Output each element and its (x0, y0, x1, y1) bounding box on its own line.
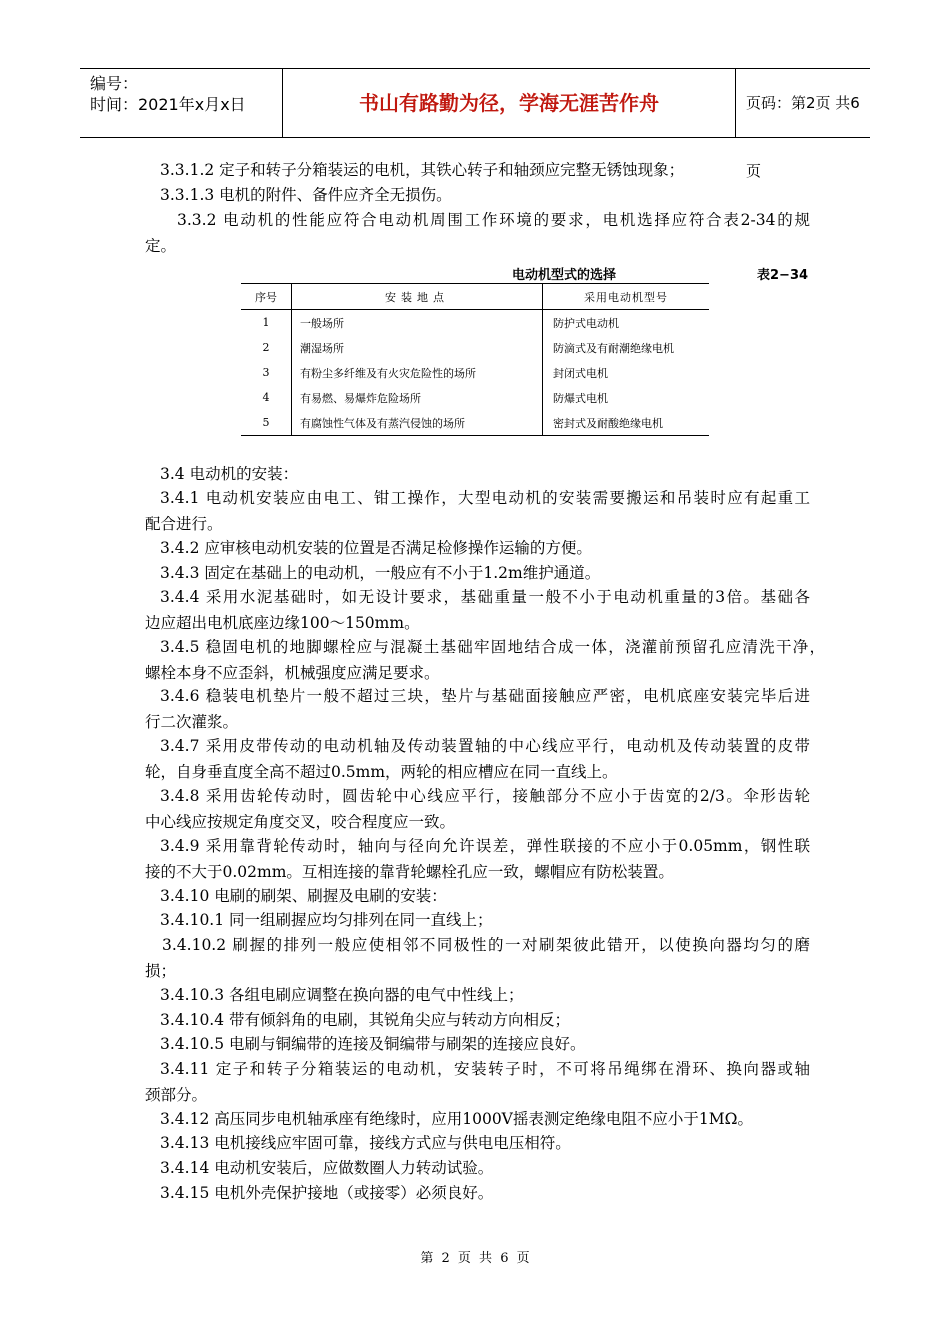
paragraph-3-4-10-5: 3.4.10.5 电刷与铜编带的连接及铜编带与刷架的连接应良好。 (160, 1035, 586, 1053)
paragraph-line: 3.4.8 采用齿轮传动时，圆齿轮中心线应平行，接触部分不应小于齿宽的2/3。伞形齿轮 (160, 787, 810, 805)
section-3-4-title: 3.4 电动机的安装： (160, 465, 299, 483)
paragraph-3-4-10-3: 3.4.10.3 各组电刷应调整在换向器的电气中性线上； (160, 986, 524, 1004)
paragraph-3-4-7 (145, 734, 810, 785)
paragraph-3-4-11 (145, 1057, 810, 1108)
table-cell-motor-type: 封闭式电机 (543, 360, 710, 385)
paragraph-line: 3.3.2 电动机的性能应符合电动机周围工作环境的要求，电机选择应符合表2-34的规 (177, 211, 810, 229)
table-row (241, 410, 709, 436)
paragraph-line: 接的不大于0.02mm。互相连接的靠背轮螺栓孔应一致，螺帽应有防松装置。 (145, 862, 674, 881)
paragraph-3-4-14: 3.4.14 电动机安装后，应做数圈人力转动试验。 (160, 1159, 494, 1177)
paragraph-line: 螺栓本身不应歪斜，机械强度应满足要求。 (145, 663, 440, 682)
table-header-row (241, 284, 709, 310)
paragraph-3-4-13: 3.4.13 电机接线应牢固可靠，接线方式应与供电电压相符。 (160, 1134, 571, 1152)
table-row (241, 335, 709, 360)
table-row (241, 360, 709, 385)
paragraph-line: 3.4.11 定子和转子分箱装运的电动机，安装转子时，不可将吊绳绑在滑环、换向器或轴 (160, 1060, 810, 1078)
table-cell-motor-type: 防爆式电机 (543, 385, 710, 410)
table-row (241, 310, 709, 336)
table-cell-motor-type: 密封式及耐酸绝缘电机 (543, 410, 710, 436)
table-cell-index: 4 (262, 391, 270, 404)
paragraph-3-4-10-1: 3.4.10.1 同一组刷握应均匀排列在同一直线上； (160, 911, 493, 929)
table-row (241, 385, 709, 410)
column-header-index: 序号 (241, 284, 292, 310)
header-meta (80, 69, 283, 137)
paragraph-3-4-15: 3.4.15 电机外壳保护接地（或接零）必须良好。 (160, 1184, 494, 1202)
document-time-label: 时间：2021年x月x日 (90, 95, 246, 114)
table-cell-index: 3 (262, 366, 270, 379)
paragraph-3-4-10-2 (145, 933, 810, 984)
paragraph-3-4-10-4: 3.4.10.4 带有倾斜角的电刷，其锐角尖应与转动方向相反； (160, 1011, 571, 1029)
paragraph-3-4-1 (145, 486, 810, 537)
paragraph-3-4-9 (145, 834, 810, 885)
paragraph-3-4-3: 3.4.3 固定在基础上的电动机，一般应有不小于1.2m维护通道。 (160, 564, 601, 582)
paragraph-line: 3.4.10.2 刷握的排列一般应使相邻不同极性的一对刷架彼此错开，以使换向器均匀的磨 (162, 936, 810, 954)
document-number-label: 编号： (90, 74, 139, 93)
paragraph-line: 3.4.4 采用水泥基础时，如无设计要求，基础重量一般不小于电动机重量的3倍。基础各 (160, 588, 810, 606)
column-header-location: 安装地点 (292, 284, 543, 310)
paragraph-line: 边应超出电机底座边缘100～150mm。 (145, 613, 420, 632)
table-cell-location: 潮湿场所 (292, 335, 543, 360)
table-cell-index: 5 (241, 410, 292, 436)
table-title: 电动机型式的选择 (512, 268, 617, 283)
paragraph-3-4-2: 3.4.2 应审核电动机安装的位置是否满足检修操作运输的方便。 (160, 539, 592, 557)
paragraph-line: 轮，自身垂直度全高不超过0.5mm，两轮的相应槽应在同一直线上。 (145, 762, 618, 781)
paragraph-line: 3.4.7 采用皮带传动的电动机轴及传动装置轴的中心线应平行，电动机及传动装置的皮带 (160, 737, 810, 755)
table-cell-motor-type: 防滴式及有耐潮绝缘电机 (543, 335, 710, 360)
paragraph-line: 3.4.6 稳装电机垫片一般不超过三块，垫片与基础面接触应严密，电机底座安装完毕后进 (160, 687, 810, 705)
paragraph-3-4-4 (145, 585, 810, 636)
paragraph-3-4-5 (145, 635, 825, 686)
paragraph-3-3-1-2: 3.3.1.2 定子和转子分箱装运的电机，其铁心转子和轴颈应完整无锈蚀现象； (160, 161, 685, 179)
paragraph-3-4-12: 3.4.12 高压同步电机轴承座有绝缘时，应用1000V摇表测定绝缘电阻不应小于1MΩ。 (160, 1110, 753, 1128)
paragraph-line: 3.4.5 稳固电机的地脚螺栓应与混凝土基础牢固地结合成一体，浇灌前预留孔应清洗干净， (160, 638, 825, 656)
header-motto: 书山有路勤为径，学海无涯苦作舟 (283, 69, 736, 137)
paragraph-3-3-1-3: 3.3.1.3 电机的附件、备件应齐全无损伤。 (160, 186, 452, 204)
table-number: 表2−34 (757, 268, 809, 283)
paragraph-line: 损； (145, 961, 177, 980)
header-page-label: 页码：第2页 共6页 (746, 94, 860, 180)
paragraph-line: 3.4.1 电动机安装应由电工、钳工操作，大型电动机的安装需要搬运和吊装时应有起重工 (160, 489, 810, 507)
paragraph-line: 3.4.9 采用靠背轮传动时，轴向与径向允许误差，弹性联接的不应小于0.05mm，钢性联 (160, 837, 810, 855)
column-header-motor-type: 采用电动机型号 (543, 284, 710, 310)
paragraph-line: 定。 (145, 236, 177, 255)
paragraph-3-4-6 (145, 684, 810, 735)
paragraph-3-4-10: 3.4.10 电刷的刷架、刷握及电刷的安装： (160, 887, 447, 905)
table-cell-location: 有腐蚀性气体及有蒸汽侵蚀的场所 (292, 410, 543, 436)
page-footer: 第 2 页 共 6 页 (420, 1251, 530, 1266)
paragraph-line: 配合进行。 (145, 514, 223, 533)
paragraph-3-3-2 (145, 208, 810, 259)
motor-type-table (241, 283, 709, 436)
table-cell-motor-type: 防护式电动机 (543, 310, 710, 336)
table-cell-location: 有易燃、易爆炸危险场所 (292, 385, 543, 410)
paragraph-line: 颈部分。 (145, 1085, 208, 1104)
paragraph-line: 中心线应按规定角度交叉，咬合程度应一致。 (145, 812, 456, 831)
paragraph-3-4-8 (145, 784, 810, 835)
paragraph-line: 行二次灌浆。 (145, 712, 239, 731)
table-cell-location: 有粉尘多纤维及有火灾危险性的场所 (292, 360, 543, 385)
table-cell-index: 2 (262, 341, 270, 354)
table-cell-location: 一般场所 (292, 310, 543, 336)
table-cell-index: 1 (262, 316, 270, 329)
